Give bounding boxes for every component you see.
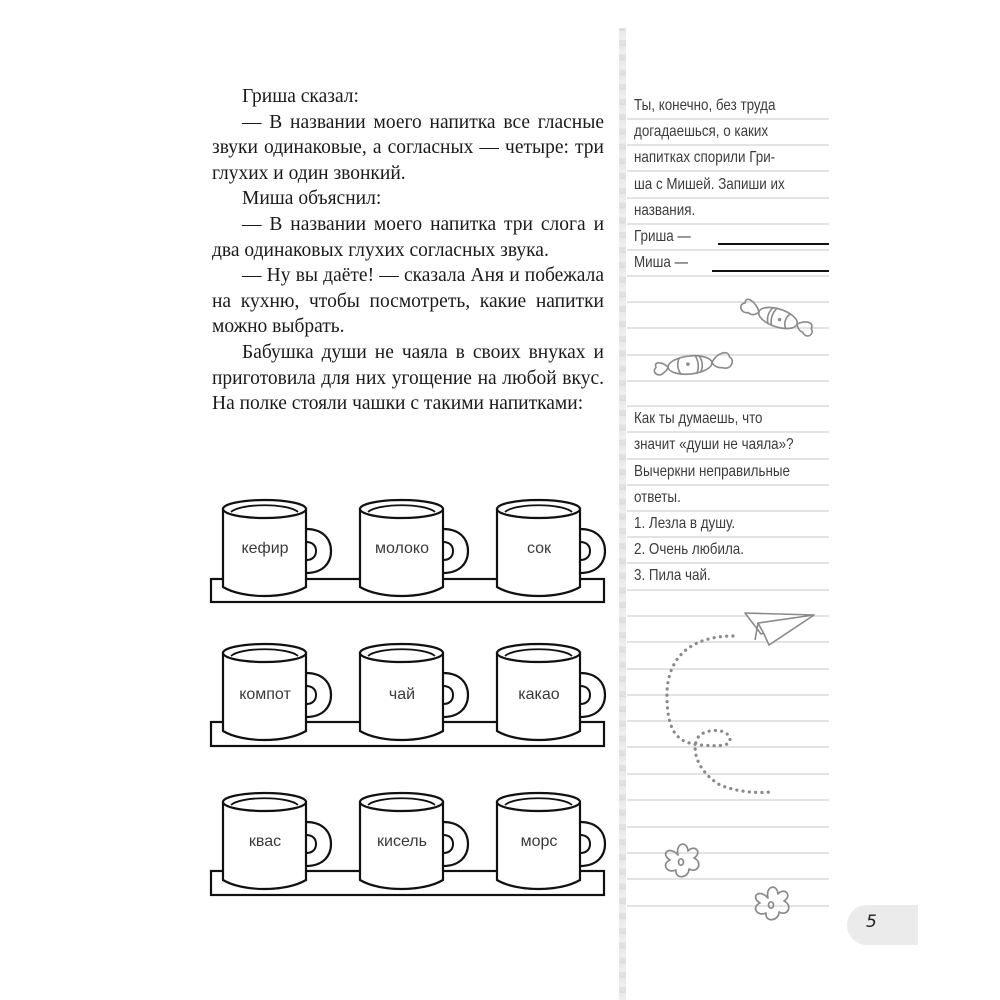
task-1-line: ша с Мишей. Запиши их <box>634 176 785 193</box>
cup-label-kompot: компот <box>239 686 291 703</box>
paper-plane-icon <box>745 613 814 645</box>
story-paragraph: Миша объяснил: <box>242 188 382 210</box>
task-1-line: Ты, конечно, без труда <box>634 97 776 114</box>
cup-label-kvas: квас <box>248 833 282 850</box>
cup-label-kefir: кефир <box>241 540 289 557</box>
story-paragraph: — В названии моего напитка все гласные звуки одинаковые, а согласных — четыре: три глухих и один звонкий. <box>212 111 604 184</box>
task-1-line: догадаешься, о каких <box>634 123 769 140</box>
story-paragraph: Бабушка души не чаяла в своих внуках и приготовила для них угощение на любой вкус. На полке стояли чашки с такими напитками: <box>212 341 604 415</box>
task-2-line: Вычеркни неправильные <box>634 463 790 480</box>
page-number: 5 <box>866 912 877 932</box>
dotted-trail <box>667 636 770 792</box>
cup-label-moloko: молоко <box>374 540 430 557</box>
task-2-line: ответы. <box>634 489 681 506</box>
task-2-line: Как ты думаешь, что <box>634 410 763 427</box>
answer-option-3[interactable]: 3. Пила чай. <box>634 567 711 584</box>
answer-option-2[interactable]: 2. Очень любила. <box>634 541 744 558</box>
cup-label-chai: чай <box>388 686 416 703</box>
page-number-tab <box>847 905 918 945</box>
task-1-line: названия. <box>634 202 696 219</box>
answer-label-misha: Миша — <box>634 254 689 271</box>
story-paragraph: — В названии моего напитка три слога и два одинаковых глухих согласных звука. <box>212 213 604 261</box>
flower-icon <box>666 844 789 919</box>
story-paragraph: Гриша сказал: <box>242 86 359 107</box>
task-1-line: напитках спорили Гри- <box>634 149 776 166</box>
cup-label-sok: сок <box>526 540 552 557</box>
task-2-line: значит «души не чаяла»? <box>634 436 794 453</box>
answer-option-1[interactable]: 1. Лезла в душу. <box>634 515 736 532</box>
story-paragraph: — Ну вы даёте! — сказала Аня и побежала на кухню, чтобы посмотреть, какие напитки можно выбрать. <box>212 265 604 338</box>
cup-label-kisel: кисель <box>377 833 427 850</box>
answer-label-grisha: Гриша — <box>634 228 691 245</box>
cup-label-kakao: какао <box>518 686 560 703</box>
cup-label-mors: морс <box>520 833 558 850</box>
